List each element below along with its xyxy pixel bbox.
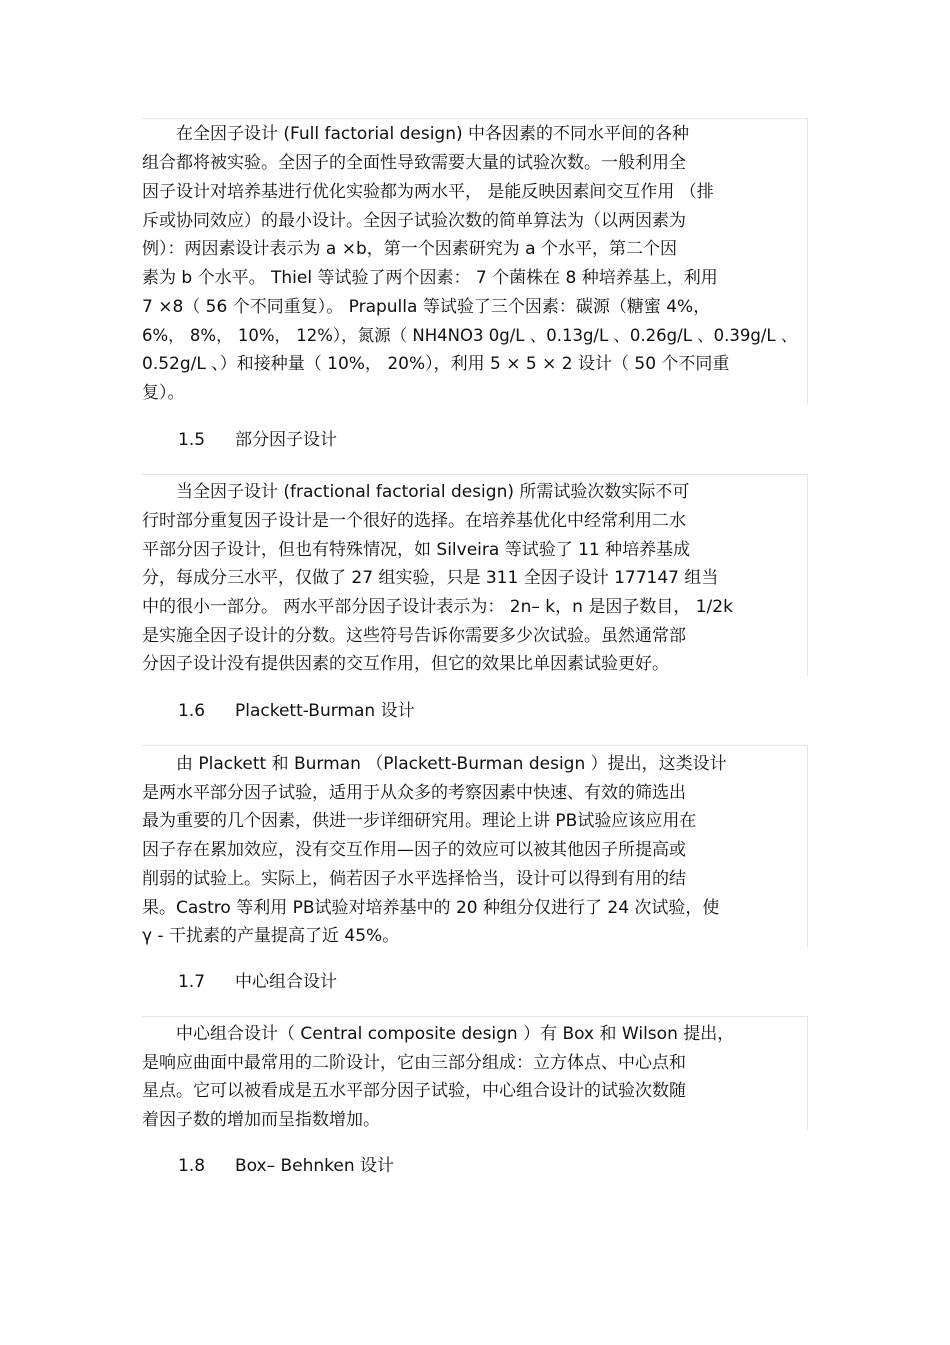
section-title: Box– Behnken 设计	[235, 1156, 395, 1176]
text-line: 最为重要的几个因素，供进一步详细研究用。理论上讲 PB试验应该应用在	[142, 811, 697, 831]
text-line: 因子设计对培养基进行优化实验都为两水平， 是能反映因素间交互作用 （排	[142, 182, 714, 202]
section-number: 1.7	[178, 972, 206, 992]
text-line: 分因子设计没有提供因素的交互作用，但它的效果比单因素试验更好。	[142, 654, 669, 674]
section-title: 中心组合设计	[235, 972, 337, 992]
text-line: 平部分因子设计，但也有特殊情况，如 Silveira 等试验了 11 种培养基成	[142, 540, 691, 560]
text-line: 6%， 8%， 10%， 12%），氮源（ NH4NO3 0g/L 、0.13g/L 、0.26g/L 、0.39g/L 、	[142, 326, 798, 345]
text-line: 7 ×8（ 56 个不同重复）。 Prapulla 等试验了三个因素：碳源（糖蜜 4%，	[142, 297, 711, 317]
text-line: 当全因子设计 (fractional factorial design) 所需试验次数实际不可	[142, 482, 690, 502]
text-line: 中的很小一部分。 两水平部分因子设计表示为： 2n– k，n 是因子数目， 1/2k	[142, 597, 733, 617]
paragraph-fractional-factorial	[142, 474, 808, 676]
text-line: 因子存在累加效应，没有交互作用—因子的效应可以被其他因子所提高或	[142, 840, 686, 860]
text-line: 星点。它可以被看成是五水平部分因子试验，中心组合设计的试验次数随	[142, 1081, 686, 1101]
text-line: 由 Plackett 和 Burman （Plackett-Burman design ）提出，这类设计	[142, 754, 727, 774]
paragraph-central-composite	[142, 1016, 808, 1130]
section-number: 1.8	[178, 1156, 206, 1176]
section-number: 1.6	[178, 701, 206, 721]
text-line: 例）：两因素设计表示为 a ×b，第一个因素研究为 a 个水平，第二个因	[142, 239, 677, 259]
section-heading-1-6	[178, 701, 415, 721]
text-line: 是响应曲面中最常用的二阶设计，它由三部分组成：立方体点、中心点和	[142, 1053, 686, 1073]
text-line: 组合都将被实验。全因子的全面性导致需要大量的试验次数。一般利用全	[142, 153, 686, 173]
section-number: 1.5	[178, 430, 206, 450]
text-line: 果。Castro 等利用 PB试验对培养基中的 20 种组分仅进行了 24 次试验，使	[142, 898, 720, 918]
text-line: 是两水平部分因子试验，适用于从众多的考察因素中快速、有效的筛选出	[142, 783, 686, 803]
section-heading-1-5	[178, 430, 337, 450]
text-line: 0.52g/L 、）和接种量（ 10%， 20%），利用 5 × 5 × 2 设计（ 50 个不同重	[142, 354, 730, 374]
text-line: 着因子数的增加而呈指数增加。	[142, 1110, 380, 1130]
section-heading-1-7	[178, 972, 337, 992]
text-line: 分，每成分三水平，仅做了 27 组实验，只是 311 全因子设计 177147 组当	[142, 568, 719, 588]
text-line: 素为 b 个水平。 Thiel 等试验了两个因素： 7 个菌株在 8 种培养基上，利用	[142, 268, 718, 288]
text-line: 行时部分重复因子设计是一个很好的选择。在培养基优化中经常利用二水	[142, 511, 686, 531]
section-heading-1-8	[178, 1156, 394, 1176]
text-line: 复）。	[142, 383, 185, 403]
text-line: 中心组合设计（ Central composite design ）有 Box 和 Wilson 提出，	[142, 1024, 735, 1044]
paragraph-plackett-burman	[142, 745, 808, 947]
paragraph-full-factorial	[142, 118, 808, 405]
section-title: Plackett-Burman 设计	[235, 701, 415, 721]
text-line: 削弱的试验上。实际上，倘若因子水平选择恰当，设计可以得到有用的结	[142, 869, 686, 889]
text-line: γ - 干扰素的产量提高了近 45%。	[142, 926, 400, 946]
text-line: 是实施全因子设计的分数。这些符号告诉你需要多少次试验。虽然通常部	[142, 626, 686, 646]
text-line: 在全因子设计 (Full factorial design) 中各因素的不同水平间的各种	[142, 124, 690, 144]
section-title: 部分因子设计	[235, 430, 337, 450]
text-line: 斥或协同效应）的最小设计。全因子试验次数的简单算法为（以两因素为	[142, 211, 686, 231]
